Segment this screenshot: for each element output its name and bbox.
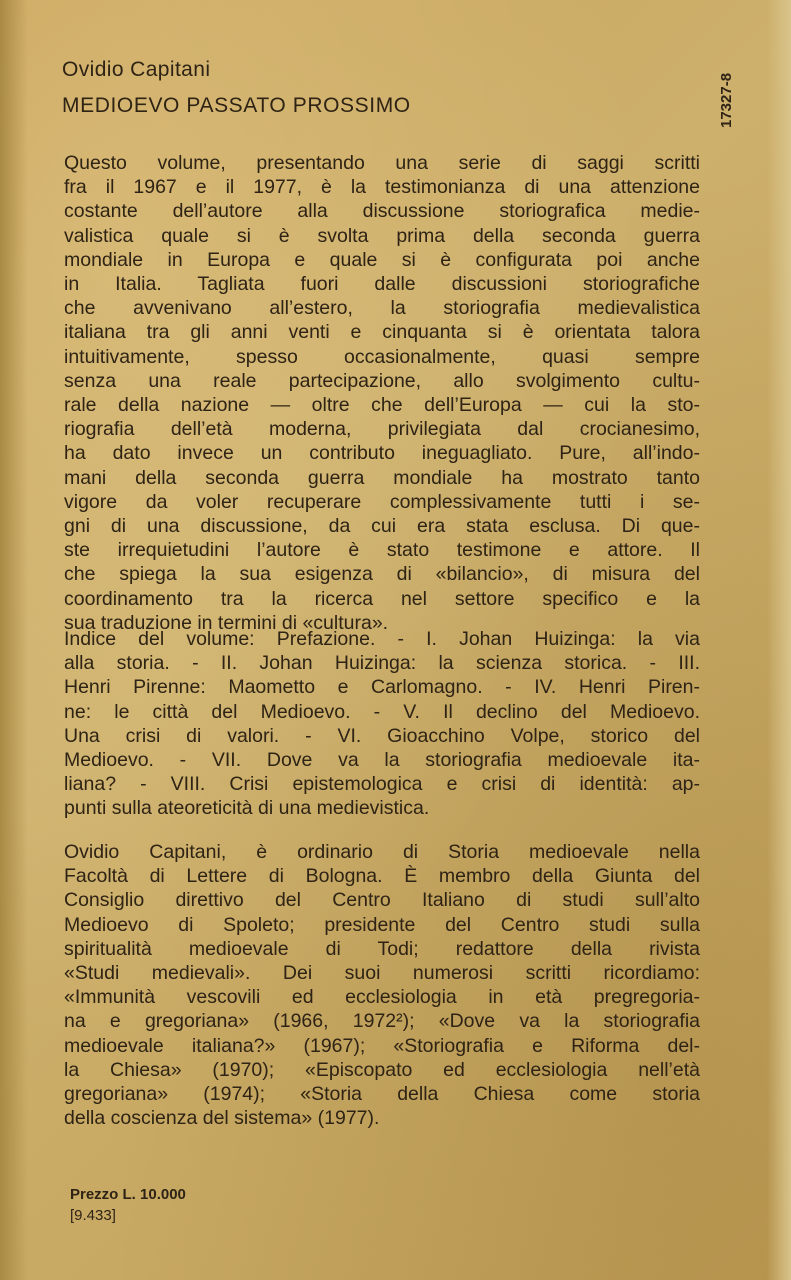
text-line: Consiglio direttivo del Centro Italiano di studi sull’alto (64, 889, 700, 912)
text-line: Questo volume, presentando una serie di saggi scritti (64, 152, 700, 174)
book-title: MEDIOEVO PASSATO PROSSIMO (62, 94, 411, 117)
text-line: intuitivamente, spesso occasionalmente, quasi sempre (64, 345, 700, 368)
text-line: gni di una discussione, da cui era stata esclusa. Di que- (64, 515, 700, 538)
text-line: ste irrequietudini l’autore è stato testimone e attore. Il (64, 539, 700, 562)
text-line: che avvenivano all’estero, la storiografia medievalistica (64, 297, 700, 320)
text-line: na e gregoriana» (1966, 1972²); «Dove va la storiografia (64, 1010, 700, 1033)
text-line: la Chiesa» (1970); «Episcopato ed ecclesiologia nell’età (64, 1058, 700, 1081)
biography-paragraph (64, 840, 700, 1130)
author-name: Ovidio Capitani (62, 58, 211, 81)
price-label: Prezzo L. 10.000 (70, 1186, 186, 1203)
text-line: riografia dell’età moderna, privilegiata dal crocianesimo, (64, 418, 700, 441)
text-line: Henri Pirenne: Maometto e Carlomagno. - IV. Henri Piren- (64, 676, 700, 699)
text-line: Indice del volume: Prefazione. - I. Johan Huizinga: la via (64, 628, 700, 650)
description-paragraph (64, 151, 700, 635)
text-line: sua traduzione in termini di «cultura». (64, 611, 389, 634)
index-paragraph (64, 627, 700, 821)
text-line: liana? - VIII. Crisi epistemologica e crisi di identità: ap- (64, 773, 700, 796)
text-line: in Italia. Tagliata fuori dalle discussioni storiografiche (64, 273, 700, 296)
text-line: rale della nazione — oltre che dell’Europa — cui la sto- (64, 394, 700, 417)
text-line: italiana tra gli anni venti e cinquanta si è orientata talora (64, 321, 700, 344)
text-line: «Studi medievali». Dei suoi numerosi scritti ricordiamo: (64, 962, 700, 985)
text-line: Una crisi di valori. - VI. Gioacchino Volpe, storico del (64, 724, 700, 747)
text-line: alla storia. - II. Johan Huizinga: la scienza storica. - III. (64, 652, 700, 675)
text-line: Facoltà di Lettere di Bologna. È membro della Giunta del (64, 865, 700, 888)
text-line: ne: le città del Medioevo. - V. Il declino del Medioevo. (64, 700, 700, 723)
text-line: gregoriana» (1974); «Storia della Chiesa come storia (64, 1083, 700, 1106)
text-line: mani della seconda guerra mondiale ha mostrato tanto (64, 466, 700, 489)
text-line: Medioevo di Spoleto; presidente del Centro studi sulla (64, 913, 700, 936)
text-line: costante dell’autore alla discussione storiografica medie- (64, 200, 700, 223)
text-line: Ovidio Capitani, è ordinario di Storia medioevale nella (64, 841, 700, 863)
cover-right-edge-highlight (767, 0, 791, 1280)
text-line: coordinamento tra la ricerca nel settore specifico e la (64, 587, 700, 610)
catalog-code: [9.433] (70, 1207, 116, 1224)
cover-left-edge-shadow (0, 0, 28, 1280)
text-line: fra il 1967 e il 1977, è la testimonianza di una attenzione (64, 176, 700, 199)
text-line: vigore da voler recuperare complessivamente tutti i se- (64, 490, 700, 513)
text-line: «Immunità vescovili ed ecclesiologia in età pregregoria- (64, 986, 700, 1009)
text-line: valistica quale si è svolta prima della seconda guerra (64, 224, 700, 247)
text-line: punti sulla ateoreticità di una medievistica. (64, 797, 430, 820)
isbn-code: 17327-8 (718, 72, 735, 128)
text-line: che spiega la sua esigenza di «bilancio», di misura del (64, 563, 700, 586)
text-line: senza una reale partecipazione, allo svolgimento cultu- (64, 369, 700, 392)
text-line: della coscienza del sistema» (1977). (64, 1107, 380, 1130)
text-line: mondiale in Europa e quale si è configurata poi anche (64, 248, 700, 271)
text-line: ha dato invece un contributo ineguagliato. Pure, all’indo- (64, 442, 700, 465)
text-line: medioevale italiana?» (1967); «Storiografia e Riforma del- (64, 1034, 700, 1057)
text-line: spiritualità medioevale di Todi; redattore della rivista (64, 937, 700, 960)
text-line: Medioevo. - VII. Dove va la storiografia medioevale ita- (64, 749, 700, 772)
